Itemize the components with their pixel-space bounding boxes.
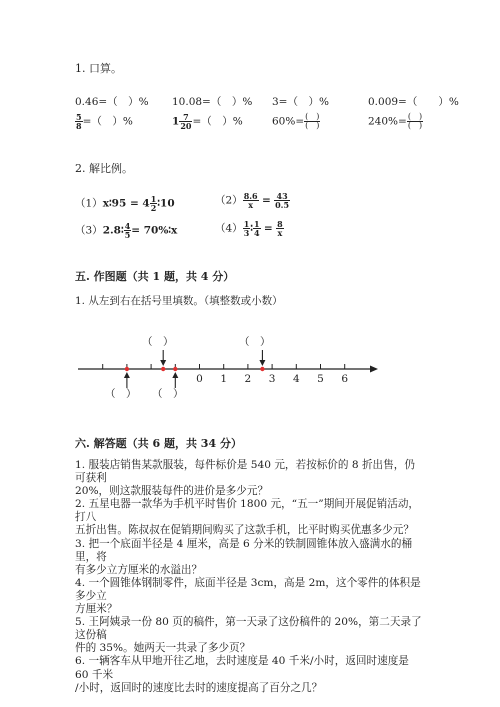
word-problems bbox=[75, 459, 425, 695]
proportion-2: （2） $\frac{8.6}{x}$ = $\frac{43}{0.5}$ bbox=[215, 191, 290, 210]
section2-title: 2. 解比例。 bbox=[75, 162, 133, 175]
pointer-arrowhead bbox=[259, 360, 265, 366]
tick-label: 0 bbox=[196, 373, 203, 385]
problem-line: 6. 一辆客车从甲地开往乙地，去时速度是 40 千米/小时，返回时速度是 60 千米 bbox=[75, 655, 409, 681]
problem-line: 3. 把一个底面半径是 4 厘米，高是 6 分米的铁制圆锥体放入盛满水的桶里，将 bbox=[75, 537, 413, 563]
problem-line: /小时，返回时的速度比去时的速度提高了百分之几？ bbox=[75, 681, 323, 694]
fraction: $\frac{4}{5}$ bbox=[124, 221, 131, 240]
fraction: $\frac{( )}{( )}$ bbox=[407, 112, 423, 130]
tick-label: 4 bbox=[292, 373, 300, 385]
tick-label: 3 bbox=[268, 373, 276, 385]
answer-paren-bottom-2: （ ） bbox=[152, 388, 184, 400]
axis-arrowhead bbox=[370, 366, 378, 373]
tick-label: 6 bbox=[341, 373, 349, 385]
fraction: $\frac{8}{x}$ bbox=[277, 219, 283, 238]
oral-calc-1: 0.46=（ ）% bbox=[75, 96, 149, 108]
oral-calc-4: 0.009=（ ）% bbox=[368, 96, 459, 108]
problem-line: 方厘米？ bbox=[75, 603, 118, 616]
problem-line: 五折出售。陈叔叔在促销期间购买了这款手机，比平时购买优惠多少元？ bbox=[75, 524, 414, 537]
oral-calc-8: 240%= $\frac{( )}{( )}$ bbox=[368, 112, 423, 130]
fraction: $\frac{1}{2}$ bbox=[150, 194, 157, 213]
fraction: $\frac{1}{3}$ bbox=[243, 219, 250, 238]
fraction: $\frac{( )}{( )}$ bbox=[305, 112, 320, 130]
problem-line: 4. 一个圆锥体钢制零件，底面半径是 3cm，高是 2m，这个零件的体积是多少立 bbox=[75, 576, 421, 602]
pointer-arrowhead bbox=[124, 372, 130, 378]
proportion-3: （3）2.8∶ $\frac{4}{5}$ = 70%∶x bbox=[75, 221, 178, 240]
tick-label: 5 bbox=[317, 373, 324, 385]
problem-line: 2. 五星电器一款华为手机平时售价 1800 元，“五一”期间开展促销活动，打八 bbox=[75, 498, 420, 524]
answer-paren-top-1: （ ） bbox=[142, 336, 174, 348]
section6-heading: 六. 解答题（共 6 题，共 34 分） bbox=[75, 437, 242, 450]
section1-title: 1. 口算。 bbox=[75, 62, 122, 75]
problem-line: 件的 35%。她两天一共录了多少页？ bbox=[75, 642, 251, 655]
point-marker bbox=[260, 367, 264, 371]
answer-paren-bottom-1: （ ） bbox=[105, 388, 137, 400]
point-marker bbox=[125, 367, 129, 371]
proportion-1: （1）x∶95 = 4 $\frac{1}{2}$ ∶10 bbox=[75, 194, 175, 213]
fraction: $\frac{5}{8}$ bbox=[76, 112, 82, 131]
problem-line: 5. 王阿姨录一份 80 页的稿件，第一天录了这份稿件的 20%，第二天录了这份稿 bbox=[75, 616, 422, 642]
proportion-4: （4） $\frac{1}{3}$ ∶ $\frac{1}{4}$ = $\frac{8}{x}$ bbox=[215, 219, 283, 238]
oral-calc-6: 1 $\frac{7}{20}$ =（ ）% bbox=[172, 112, 243, 131]
problem-line: 20%，则这款服装每件的进价是多少元？ bbox=[75, 485, 269, 498]
problem-line: 有多少立方厘米的水溢出？ bbox=[75, 563, 203, 576]
pointer-arrowhead bbox=[160, 360, 166, 366]
answer-paren-top-2: （ ） bbox=[239, 336, 271, 348]
tick-label: 1 bbox=[220, 373, 228, 385]
point-marker bbox=[173, 367, 177, 371]
section5-heading: 五. 作图题（共 1 题，共 4 分） bbox=[75, 270, 235, 283]
pointer-arrowhead bbox=[172, 372, 178, 378]
fraction: $\frac{8.6}{x}$ bbox=[243, 191, 258, 210]
fraction: $\frac{43}{0.5}$ bbox=[275, 191, 290, 210]
fraction: $\frac{7}{20}$ bbox=[180, 112, 192, 131]
oral-calc-5: $\frac{5}{8}$ =（ ）% bbox=[76, 112, 133, 131]
oral-calc-3: 3=（ ）% bbox=[272, 96, 329, 108]
fraction: $\frac{1}{4}$ bbox=[254, 219, 260, 238]
section5-question: 1. 从左到右在括号里填数。（填整数或小数） bbox=[75, 295, 283, 307]
oral-calc-2: 10.08=（ ）% bbox=[172, 96, 253, 108]
point-marker bbox=[161, 367, 165, 371]
problem-line: 1. 服装店销售某款服装，每件标价是 540 元，若按标价的 8 折出售，仍可获利 bbox=[75, 459, 415, 485]
oral-calc-7: 60%= $\frac{( )}{( )}$ bbox=[272, 112, 320, 130]
tick-label: 2 bbox=[244, 373, 252, 385]
